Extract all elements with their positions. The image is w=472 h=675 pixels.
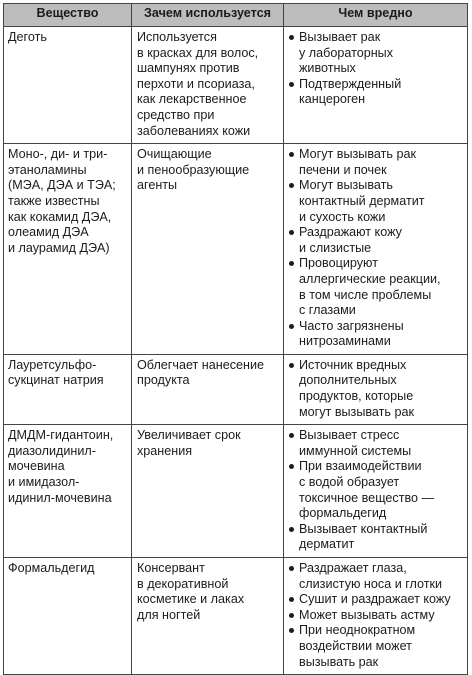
substance-cell: Формальдегид xyxy=(4,558,132,675)
harms-list xyxy=(287,30,465,108)
substance-cell: Лауретсульфо- сукцинат натрия xyxy=(4,354,132,424)
purpose-cell: Очищающие и пенообразующие агенты xyxy=(132,144,284,355)
harms-list xyxy=(287,358,465,420)
table-body xyxy=(4,27,468,675)
header-harms: Чем вредно xyxy=(284,4,468,27)
page xyxy=(3,3,467,675)
table-row xyxy=(4,144,468,355)
harmful-substances-table xyxy=(3,3,468,675)
purpose-cell: Используется в красках для волос, шампунях против перхоти и псориаза, как лекарственное средство при заболеваниях кожи xyxy=(132,27,284,144)
table-row xyxy=(4,558,468,675)
header-substance: Вещество xyxy=(4,4,132,27)
substance-cell: Деготь xyxy=(4,27,132,144)
harm-item: Источник вредных дополнительных продуктов, которые могут вызывать рак xyxy=(287,358,465,420)
harm-item: При взаимодействии с водой образует токсичное вещество — формальдегид xyxy=(287,459,465,521)
harms-cell xyxy=(284,144,468,355)
harm-item: Могут вызывать контактный дерматит и сухость кожи xyxy=(287,178,465,225)
harms-list xyxy=(287,147,465,350)
harm-item: Подтвержденный канцероген xyxy=(287,77,465,108)
purpose-cell: Облегчает нанесение продукта xyxy=(132,354,284,424)
harm-item: Раздражают кожу и слизистые xyxy=(287,225,465,256)
header-row xyxy=(4,4,468,27)
table-row xyxy=(4,27,468,144)
table-header xyxy=(4,4,468,27)
harm-item: Вызывает контактный дерматит xyxy=(287,522,465,553)
header-purpose: Зачем используется xyxy=(132,4,284,27)
harm-item: При неоднократном воздействии может вызывать рак xyxy=(287,623,465,670)
harm-item: Сушит и раздражает кожу xyxy=(287,592,465,608)
table-row xyxy=(4,354,468,424)
harm-item: Может вызывать астму xyxy=(287,608,465,624)
substance-cell: ДМДМ-гидантоин, диазолидинил- мочевина и имидазол- идинил-мочевина xyxy=(4,425,132,558)
harm-item: Провоцируют аллергические реакции, в том числе проблемы с глазами xyxy=(287,256,465,318)
harms-cell xyxy=(284,425,468,558)
purpose-cell: Увеличивает срок хранения xyxy=(132,425,284,558)
harm-item: Вызывает стресс иммунной системы xyxy=(287,428,465,459)
harm-item: Раздражает глаза, слизистую носа и глотки xyxy=(287,561,465,592)
harms-list xyxy=(287,561,465,670)
harm-item: Могут вызывать рак печени и почек xyxy=(287,147,465,178)
substance-cell: Моно-, ди- и три- этаноламины (МЭА, ДЭА и ТЭА; также известны как кокамид ДЭА, олеамид ДЭА и лаурамид ДЭА) xyxy=(4,144,132,355)
harms-cell xyxy=(284,354,468,424)
table-row xyxy=(4,425,468,558)
harms-cell xyxy=(284,27,468,144)
purpose-cell: Консервант в декоративной косметике и лаках для ногтей xyxy=(132,558,284,675)
harms-list xyxy=(287,428,465,553)
harm-item: Вызывает рак у лабораторных животных xyxy=(287,30,465,77)
harm-item: Часто загрязнены нитрозаминами xyxy=(287,319,465,350)
harms-cell xyxy=(284,558,468,675)
